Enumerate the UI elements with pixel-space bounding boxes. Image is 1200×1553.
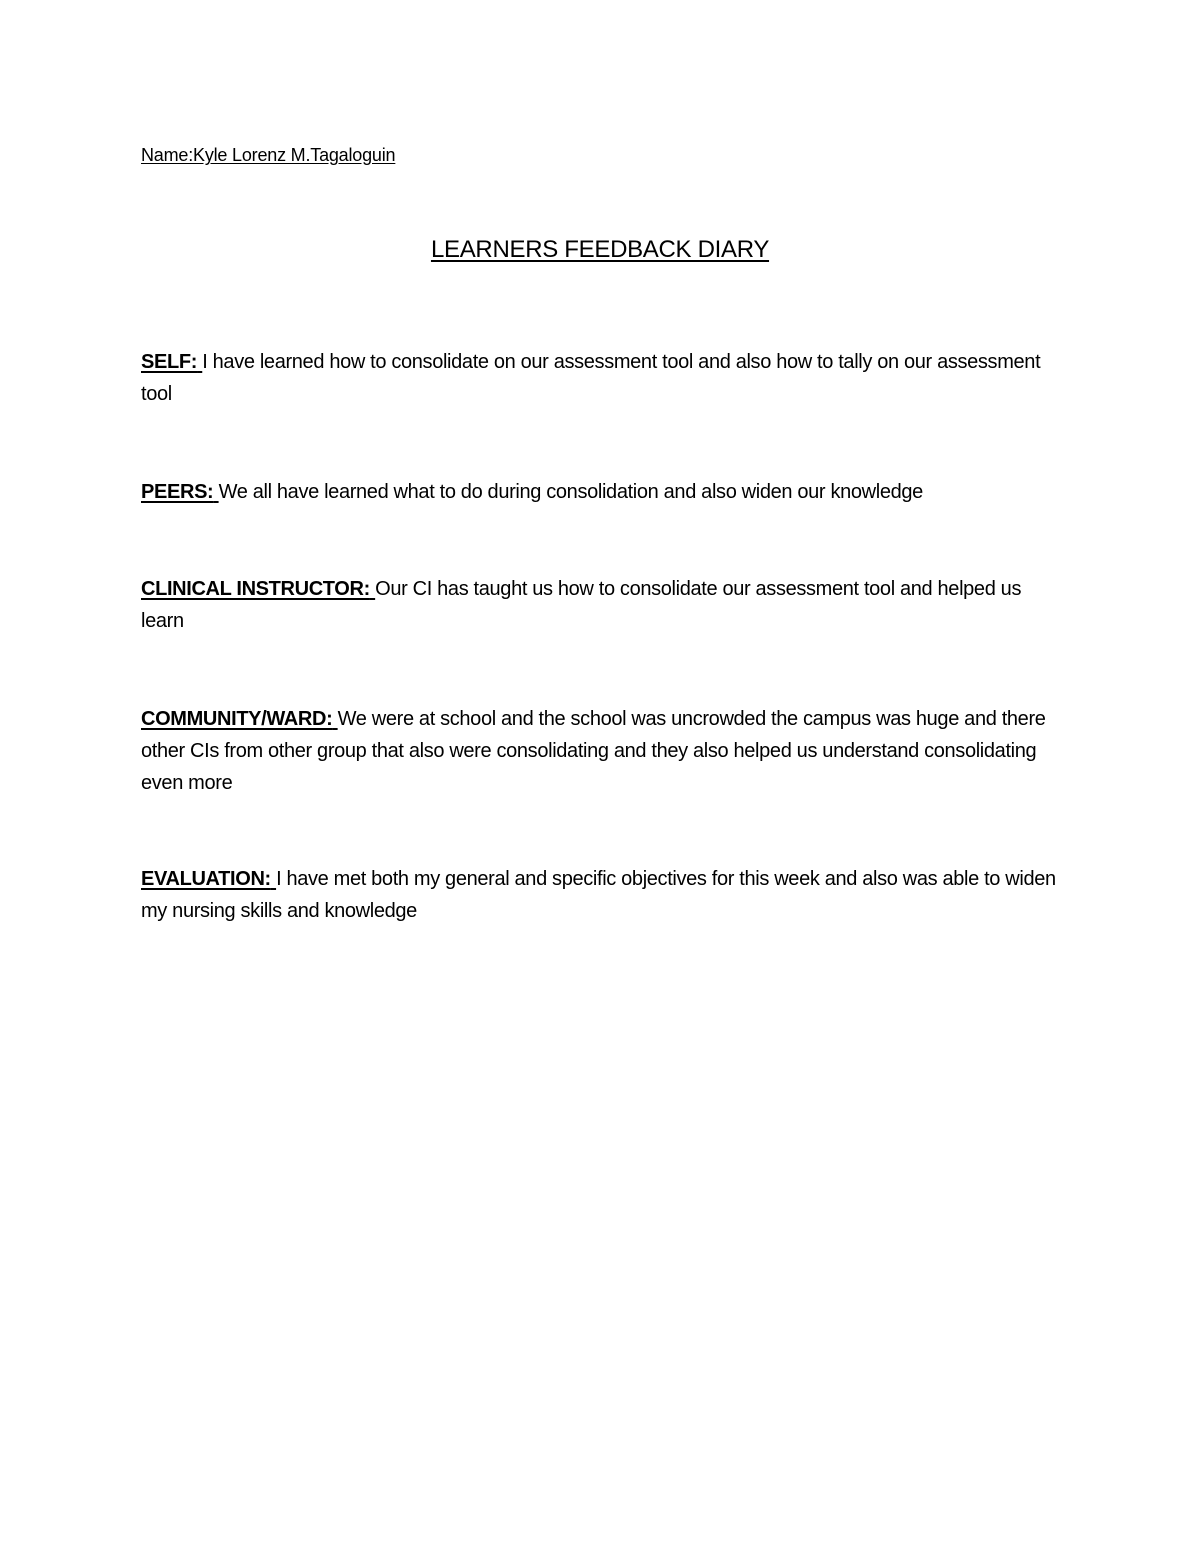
entry-text-evaluation: I have met both my general and specific objectives for this week and also was able to widen my nursing skills and knowledge xyxy=(141,868,1056,922)
entry-self xyxy=(141,346,1066,410)
entry-text-self: I have learned how to consolidate on our assessment tool and also how to tally on our assessment tool xyxy=(141,351,1041,405)
entry-evaluation xyxy=(141,863,1066,927)
document-title: LEARNERS FEEDBACK DIARY xyxy=(430,236,770,263)
entry-text-clinical-instructor: Our CI has taught us how to consolidate our assessment tool and helped us learn xyxy=(141,578,1022,632)
entry-clinical-instructor xyxy=(141,573,1066,637)
entry-label-evaluation: EVALUATION: xyxy=(141,868,271,890)
entry-label-peers: PEERS: xyxy=(141,481,214,503)
student-name: Name:Kyle Lorenz M.Tagaloguin xyxy=(141,145,396,165)
entry-label-community-ward: COMMUNITY/WARD: xyxy=(141,708,333,730)
entry-community-ward xyxy=(141,703,1066,799)
entry-label-self: SELF: xyxy=(141,351,198,373)
entry-peers xyxy=(141,476,1066,508)
entry-label-clinical-instructor: CLINICAL INSTRUCTOR: xyxy=(141,578,370,600)
entry-text-community-ward: We were at school and the school was uncrowded the campus was huge and there other CIs from other group that also were consolidating and they also helped us understand consolidating even more xyxy=(141,708,1046,794)
entry-text-peers: We all have learned what to do during consolidation and also widen our knowledge xyxy=(218,481,923,503)
